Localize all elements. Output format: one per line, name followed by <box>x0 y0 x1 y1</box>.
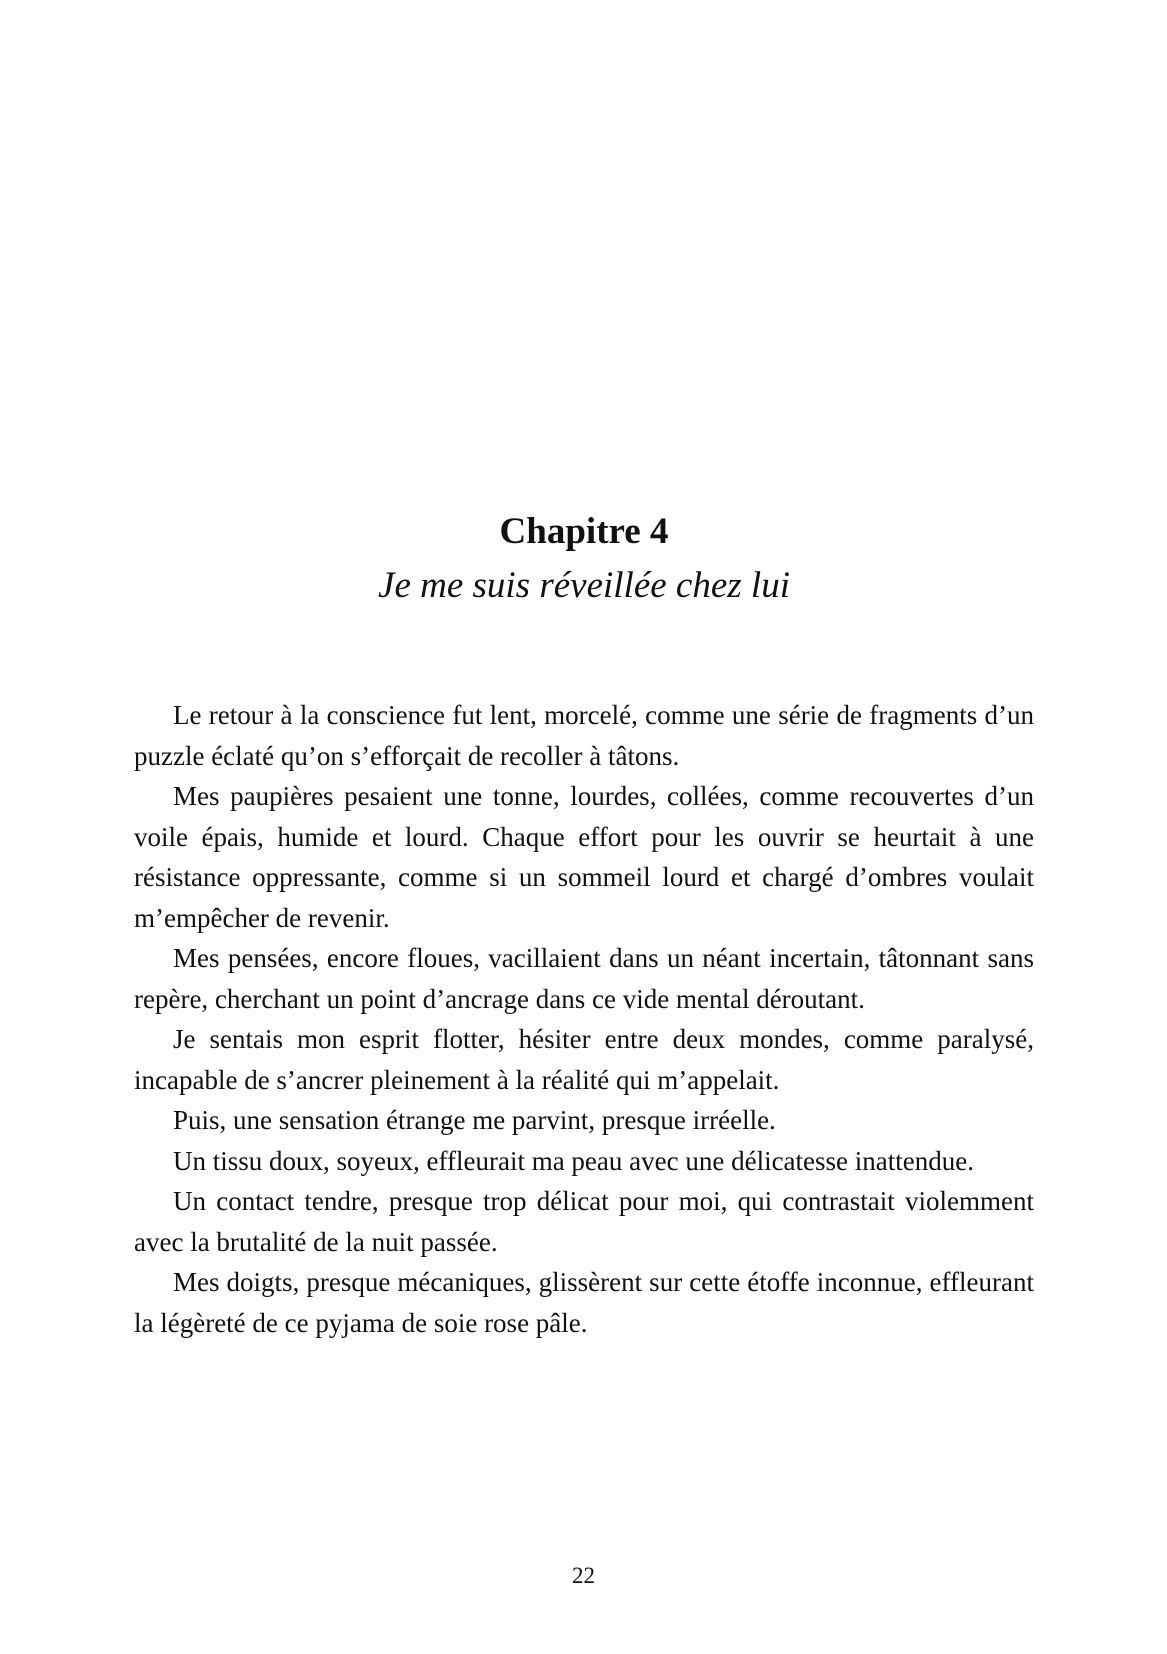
chapter-heading <box>134 510 1034 608</box>
paragraph: Mes doigts, presque mécaniques, glissèrent sur cette étoffe inconnue, effleurant la légèreté de ce pyjama de soie rose pâle. <box>134 1267 1034 1338</box>
paragraph: Je sentais mon esprit flotter, hésiter entre deux mondes, comme paralysé, incapable de s’ancrer pleinement à la réalité qui m’appelait. <box>134 1024 1034 1095</box>
paragraph: Mes paupières pesaient une tonne, lourdes, collées, comme recouvertes d’un voile épais, humide et lourd. Chaque effort pour les ouvrir se heurtait à une résistance oppressante, comme si un sommeil lourd et chargé d’ombres voulait m’empêcher de revenir. <box>134 781 1034 933</box>
paragraph: Un tissu doux, soyeux, effleurait ma peau avec une délicatesse inattendue. <box>173 1145 974 1176</box>
paragraph: Le retour à la conscience fut lent, morcelé, comme une série de fragments d’un puzzle éclaté qu’on s’efforçait de recoller à tâtons. <box>134 700 1034 771</box>
paragraph: Mes pensées, encore floues, vacillaient dans un néant incertain, tâtonnant sans repère, cherchant un point d’ancrage dans ce vide mental déroutant. <box>134 943 1034 1014</box>
page-number: 22 <box>572 1563 595 1588</box>
chapter-title: Chapitre 4 <box>499 511 669 552</box>
paragraph: Puis, une sensation étrange me parvint, presque irréelle. <box>173 1105 776 1135</box>
paragraph: Un contact tendre, presque trop délicat pour moi, qui contrastait violemment avec la brutalité de la nuit passée. <box>134 1186 1034 1257</box>
chapter-subtitle: Je me suis réveillée chez lui <box>378 565 790 606</box>
chapter-body <box>134 695 1034 1343</box>
